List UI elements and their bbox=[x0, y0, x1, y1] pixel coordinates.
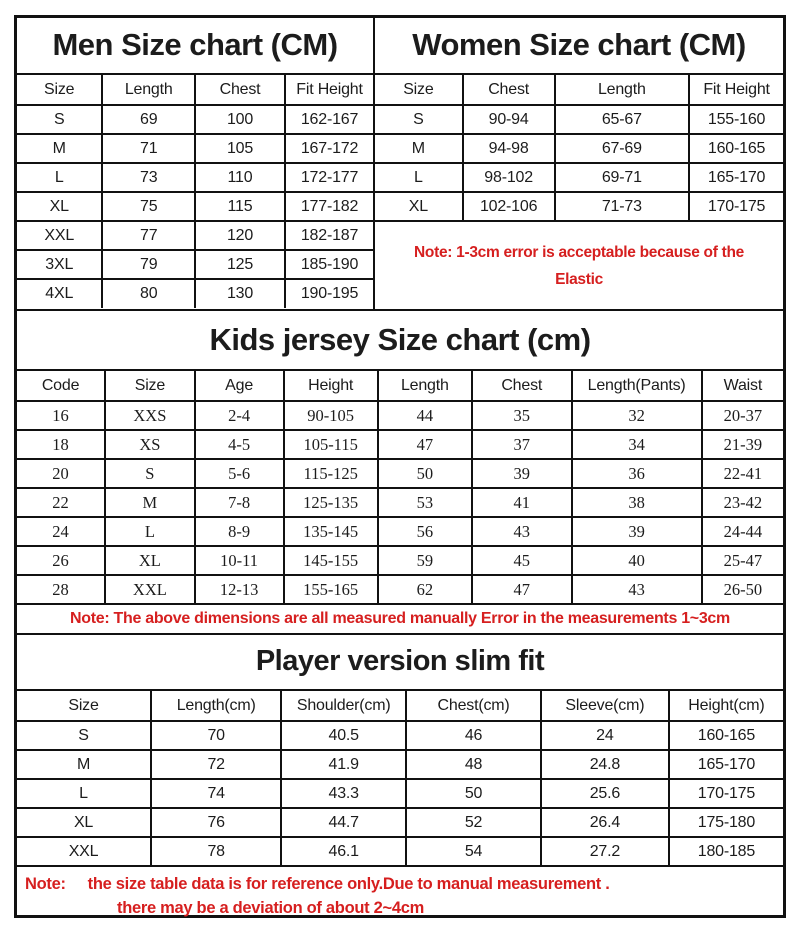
column-header: Chest bbox=[472, 371, 572, 401]
table-cell: 46 bbox=[406, 721, 541, 750]
table-cell: 145-155 bbox=[284, 546, 378, 575]
table-cell: 69 bbox=[102, 105, 195, 134]
column-header: Fit Height bbox=[689, 75, 783, 105]
table-cell: L bbox=[17, 779, 151, 808]
table-cell: 24.8 bbox=[541, 750, 669, 779]
table-cell: 170-175 bbox=[669, 779, 783, 808]
table-cell: 40.5 bbox=[281, 721, 406, 750]
table-cell: 120 bbox=[195, 221, 285, 250]
column-header: Length bbox=[378, 371, 472, 401]
size-chart-sheet bbox=[14, 15, 786, 918]
table-cell: 170-175 bbox=[689, 192, 783, 221]
table-row bbox=[17, 721, 783, 750]
table-row bbox=[375, 192, 783, 221]
player-note bbox=[17, 867, 783, 920]
header-row bbox=[375, 75, 783, 105]
table-row bbox=[17, 430, 783, 459]
table-row bbox=[375, 163, 783, 192]
table-row bbox=[17, 163, 373, 192]
table-row bbox=[17, 221, 373, 250]
table-cell: 71-73 bbox=[555, 192, 690, 221]
table-cell: XXS bbox=[105, 401, 195, 430]
table-cell: 2-4 bbox=[195, 401, 284, 430]
table-cell: 43.3 bbox=[281, 779, 406, 808]
table-cell: 24-44 bbox=[702, 517, 783, 546]
table-cell: 7-8 bbox=[195, 488, 284, 517]
table-cell: 48 bbox=[406, 750, 541, 779]
table-cell: XL bbox=[17, 808, 151, 837]
table-cell: 125-135 bbox=[284, 488, 378, 517]
table-cell: S bbox=[105, 459, 195, 488]
table-cell: 65-67 bbox=[555, 105, 690, 134]
player-note-text1: the size table data is for reference only.Due to manual measurement . bbox=[87, 875, 610, 893]
table-row bbox=[17, 192, 373, 221]
table-cell: 53 bbox=[378, 488, 472, 517]
table-cell: 160-165 bbox=[669, 721, 783, 750]
table-cell: 39 bbox=[572, 517, 702, 546]
column-header: Shoulder(cm) bbox=[281, 691, 406, 721]
table-cell: 41.9 bbox=[281, 750, 406, 779]
table-row bbox=[17, 517, 783, 546]
column-header: Fit Height bbox=[285, 75, 373, 105]
table-cell: M bbox=[105, 488, 195, 517]
table-row bbox=[17, 250, 373, 279]
column-header: Length(cm) bbox=[151, 691, 281, 721]
table-cell: 162-167 bbox=[285, 105, 373, 134]
table-cell: 3XL bbox=[17, 250, 102, 279]
table-row bbox=[17, 105, 373, 134]
table-cell: L bbox=[105, 517, 195, 546]
table-cell: 50 bbox=[406, 779, 541, 808]
table-cell: M bbox=[17, 750, 151, 779]
table-cell: 38 bbox=[572, 488, 702, 517]
table-cell: 5-6 bbox=[195, 459, 284, 488]
women-note-line2: Elastic bbox=[555, 270, 603, 288]
player-note-line1 bbox=[25, 872, 775, 896]
table-cell: 35 bbox=[472, 401, 572, 430]
table-cell: 36 bbox=[572, 459, 702, 488]
kids-chart-title: Kids jersey Size chart (cm) bbox=[17, 311, 783, 371]
table-cell: 75 bbox=[102, 192, 195, 221]
column-header: Size bbox=[375, 75, 463, 105]
table-cell: 71 bbox=[102, 134, 195, 163]
table-cell: 4-5 bbox=[195, 430, 284, 459]
table-cell: S bbox=[17, 721, 151, 750]
table-cell: 37 bbox=[472, 430, 572, 459]
table-cell: S bbox=[375, 105, 463, 134]
table-cell: 26 bbox=[17, 546, 105, 575]
table-cell: 50 bbox=[378, 459, 472, 488]
header-row bbox=[17, 371, 783, 401]
table-cell: 182-187 bbox=[285, 221, 373, 250]
table-cell: 21-39 bbox=[702, 430, 783, 459]
table-cell: 185-190 bbox=[285, 250, 373, 279]
table-cell: 73 bbox=[102, 163, 195, 192]
table-cell: 67-69 bbox=[555, 134, 690, 163]
table-cell: 12-13 bbox=[195, 575, 284, 604]
table-cell: 160-165 bbox=[689, 134, 783, 163]
adult-size-section bbox=[17, 18, 783, 311]
table-cell: 180-185 bbox=[669, 837, 783, 866]
table-cell: 4XL bbox=[17, 279, 102, 308]
table-cell: 18 bbox=[17, 430, 105, 459]
table-cell: 26.4 bbox=[541, 808, 669, 837]
table-cell: 26-50 bbox=[702, 575, 783, 604]
table-cell: 130 bbox=[195, 279, 285, 308]
table-cell: 190-195 bbox=[285, 279, 373, 308]
column-header: Length bbox=[102, 75, 195, 105]
table-cell: 43 bbox=[572, 575, 702, 604]
table-cell: 28 bbox=[17, 575, 105, 604]
kids-size-table bbox=[17, 371, 783, 605]
table-cell: 70 bbox=[151, 721, 281, 750]
table-cell: 175-180 bbox=[669, 808, 783, 837]
table-cell: 10-11 bbox=[195, 546, 284, 575]
table-cell: 62 bbox=[378, 575, 472, 604]
table-cell: 20-37 bbox=[702, 401, 783, 430]
women-size-table bbox=[375, 75, 783, 222]
table-row bbox=[17, 575, 783, 604]
table-cell: XXL bbox=[17, 837, 151, 866]
table-cell: 27.2 bbox=[541, 837, 669, 866]
table-row bbox=[17, 808, 783, 837]
table-cell: 40 bbox=[572, 546, 702, 575]
table-cell: 135-145 bbox=[284, 517, 378, 546]
column-header: Chest bbox=[463, 75, 555, 105]
table-row bbox=[17, 279, 373, 308]
women-note bbox=[375, 222, 783, 309]
table-cell: 79 bbox=[102, 250, 195, 279]
column-header: Length(Pants) bbox=[572, 371, 702, 401]
table-cell: L bbox=[375, 163, 463, 192]
women-note-line1: Note: 1-3cm error is acceptable because of the bbox=[414, 243, 744, 261]
table-cell: 22 bbox=[17, 488, 105, 517]
table-cell: 177-182 bbox=[285, 192, 373, 221]
column-header: Sleeve(cm) bbox=[541, 691, 669, 721]
table-cell: 78 bbox=[151, 837, 281, 866]
table-row bbox=[17, 837, 783, 866]
table-cell: 47 bbox=[472, 575, 572, 604]
player-chart-title: Player version slim fit bbox=[17, 635, 783, 691]
table-cell: S bbox=[17, 105, 102, 134]
table-cell: 16 bbox=[17, 401, 105, 430]
player-note-label: Note: bbox=[25, 875, 66, 893]
table-cell: 22-41 bbox=[702, 459, 783, 488]
column-header: Chest(cm) bbox=[406, 691, 541, 721]
table-cell: XL bbox=[105, 546, 195, 575]
column-header: Length bbox=[555, 75, 690, 105]
table-cell: 102-106 bbox=[463, 192, 555, 221]
header-row bbox=[17, 75, 373, 105]
table-cell: 43 bbox=[472, 517, 572, 546]
table-cell: 54 bbox=[406, 837, 541, 866]
table-cell: 44.7 bbox=[281, 808, 406, 837]
table-row bbox=[17, 779, 783, 808]
table-cell: 25.6 bbox=[541, 779, 669, 808]
table-cell: 167-172 bbox=[285, 134, 373, 163]
table-cell: 44 bbox=[378, 401, 472, 430]
table-row bbox=[17, 546, 783, 575]
table-row bbox=[17, 134, 373, 163]
table-cell: 165-170 bbox=[669, 750, 783, 779]
table-cell: 115 bbox=[195, 192, 285, 221]
table-cell: L bbox=[17, 163, 102, 192]
table-cell: 39 bbox=[472, 459, 572, 488]
column-header: Size bbox=[17, 75, 102, 105]
table-cell: 77 bbox=[102, 221, 195, 250]
table-cell: 172-177 bbox=[285, 163, 373, 192]
table-row bbox=[375, 134, 783, 163]
table-cell: 25-47 bbox=[702, 546, 783, 575]
table-cell: M bbox=[17, 134, 102, 163]
table-cell: 24 bbox=[17, 517, 105, 546]
table-cell: 56 bbox=[378, 517, 472, 546]
table-cell: 80 bbox=[102, 279, 195, 308]
table-cell: 34 bbox=[572, 430, 702, 459]
table-cell: 20 bbox=[17, 459, 105, 488]
men-size-table bbox=[17, 75, 373, 308]
table-cell: 74 bbox=[151, 779, 281, 808]
table-cell: 155-160 bbox=[689, 105, 783, 134]
table-cell: 32 bbox=[572, 401, 702, 430]
table-cell: 110 bbox=[195, 163, 285, 192]
table-row bbox=[17, 750, 783, 779]
table-cell: 125 bbox=[195, 250, 285, 279]
table-row bbox=[17, 401, 783, 430]
table-cell: 72 bbox=[151, 750, 281, 779]
table-cell: 45 bbox=[472, 546, 572, 575]
table-cell: XL bbox=[375, 192, 463, 221]
table-cell: XXL bbox=[17, 221, 102, 250]
column-header: Code bbox=[17, 371, 105, 401]
kids-note: Note: The above dimensions are all measured manually Error in the measurements 1~3cm bbox=[17, 605, 783, 635]
table-cell: 23-42 bbox=[702, 488, 783, 517]
table-cell: 115-125 bbox=[284, 459, 378, 488]
table-cell: 52 bbox=[406, 808, 541, 837]
table-cell: 155-165 bbox=[284, 575, 378, 604]
header-row bbox=[17, 691, 783, 721]
column-header: Waist bbox=[702, 371, 783, 401]
table-cell: XS bbox=[105, 430, 195, 459]
column-header: Chest bbox=[195, 75, 285, 105]
table-row bbox=[375, 105, 783, 134]
table-cell: 46.1 bbox=[281, 837, 406, 866]
table-cell: 105 bbox=[195, 134, 285, 163]
table-cell: 90-105 bbox=[284, 401, 378, 430]
table-cell: 24 bbox=[541, 721, 669, 750]
table-cell: 90-94 bbox=[463, 105, 555, 134]
table-cell: M bbox=[375, 134, 463, 163]
column-header: Height bbox=[284, 371, 378, 401]
column-header: Age bbox=[195, 371, 284, 401]
women-chart-title: Women Size chart (CM) bbox=[375, 18, 783, 75]
men-chart-title: Men Size chart (CM) bbox=[17, 18, 373, 75]
men-size-chart bbox=[17, 18, 375, 309]
table-cell: XL bbox=[17, 192, 102, 221]
table-cell: 165-170 bbox=[689, 163, 783, 192]
column-header: Size bbox=[105, 371, 195, 401]
table-cell: 94-98 bbox=[463, 134, 555, 163]
table-cell: 47 bbox=[378, 430, 472, 459]
column-header: Height(cm) bbox=[669, 691, 783, 721]
table-cell: XXL bbox=[105, 575, 195, 604]
column-header: Size bbox=[17, 691, 151, 721]
table-cell: 41 bbox=[472, 488, 572, 517]
table-row bbox=[17, 459, 783, 488]
table-cell: 59 bbox=[378, 546, 472, 575]
table-cell: 76 bbox=[151, 808, 281, 837]
table-cell: 105-115 bbox=[284, 430, 378, 459]
table-row bbox=[17, 488, 783, 517]
table-cell: 98-102 bbox=[463, 163, 555, 192]
player-note-line2: there may be a deviation of about 2~4cm bbox=[117, 899, 424, 917]
table-cell: 8-9 bbox=[195, 517, 284, 546]
women-size-chart bbox=[375, 18, 783, 309]
player-size-table bbox=[17, 691, 783, 867]
table-cell: 100 bbox=[195, 105, 285, 134]
table-cell: 69-71 bbox=[555, 163, 690, 192]
